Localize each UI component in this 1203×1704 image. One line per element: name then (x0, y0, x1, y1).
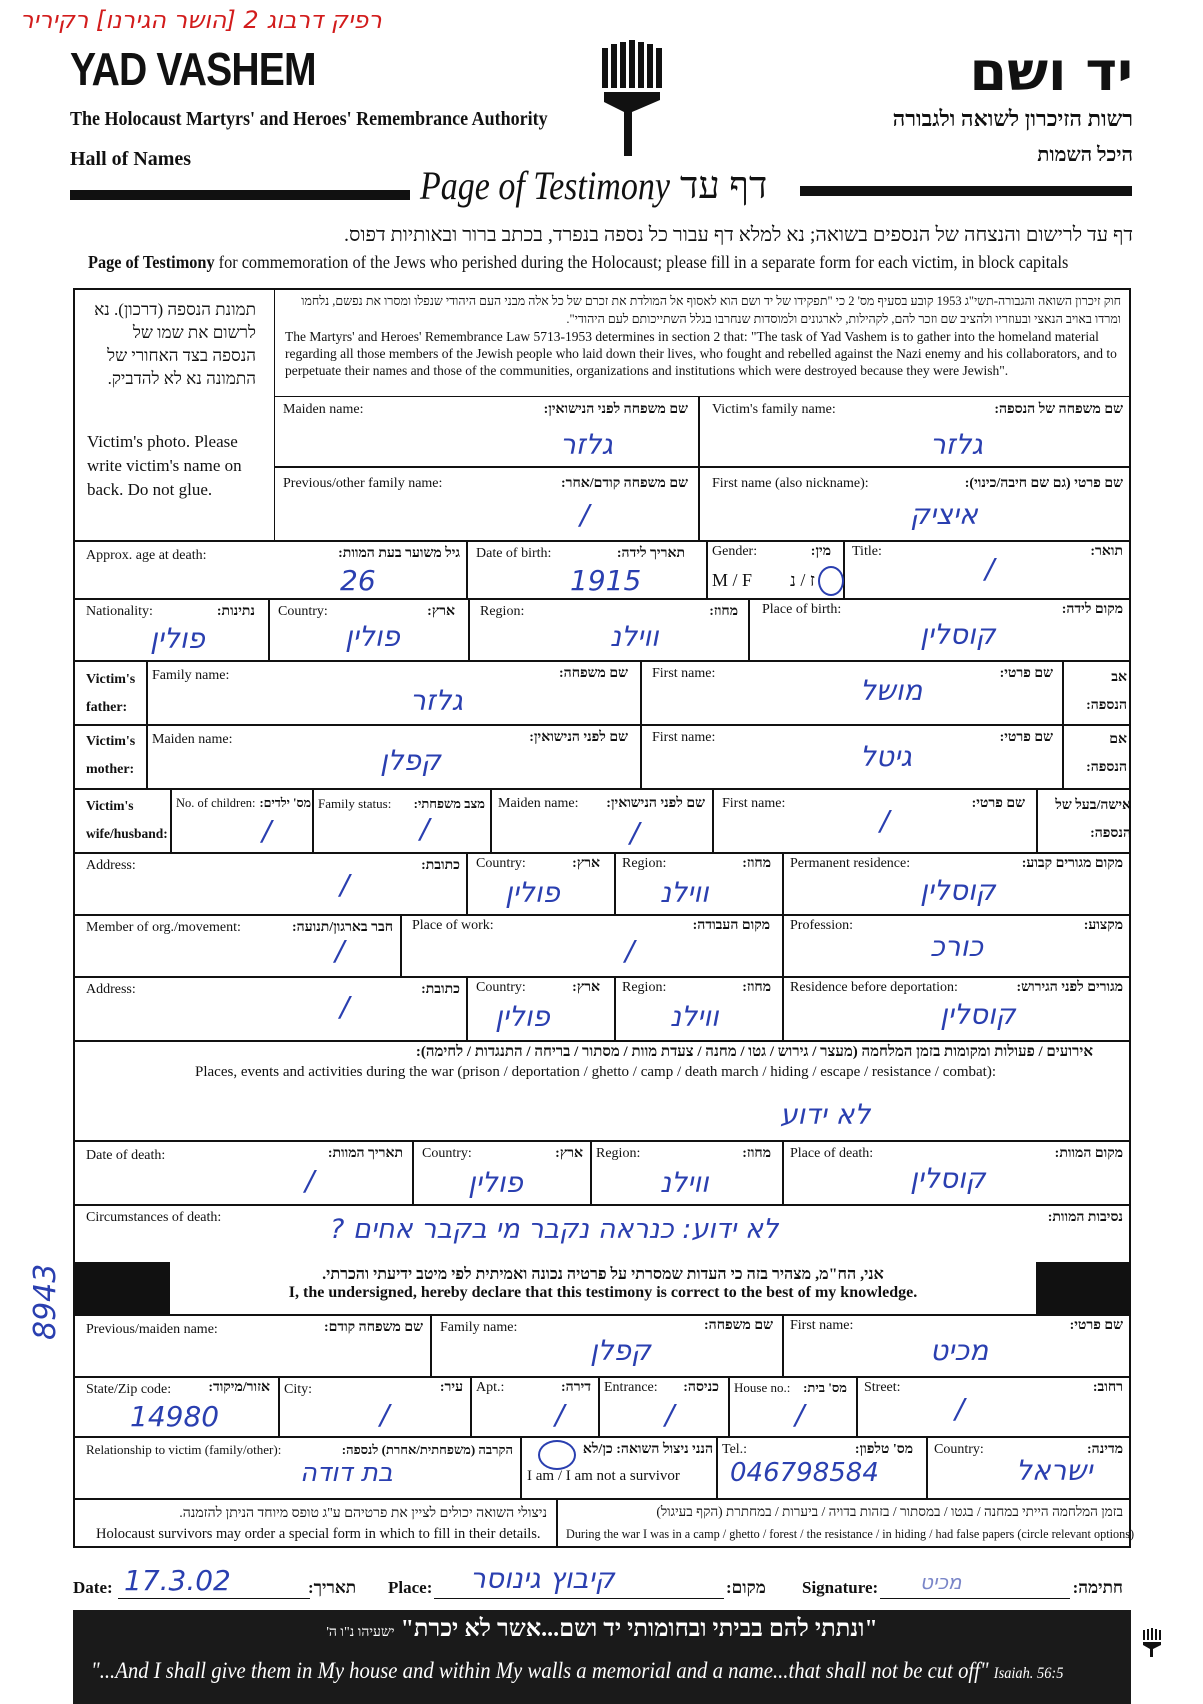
divider (400, 914, 402, 976)
house-no-value[interactable]: / (795, 1398, 805, 1431)
gender-label-he: מין: (810, 544, 831, 559)
intro-en (88, 252, 1068, 273)
divider (466, 540, 468, 598)
res-region-label: Region: (622, 856, 667, 871)
pob-label: Place of birth: (762, 602, 842, 617)
divider (468, 598, 470, 660)
pre-deport-res-label: Residence before deportation: (790, 980, 958, 995)
prev-name-value[interactable]: / (580, 498, 590, 531)
divider (75, 1314, 1131, 1316)
sub-country-label-he: מדינה: (1087, 1442, 1123, 1457)
quote-he-ref: ישעיהו נ"ו ה' (326, 1625, 395, 1640)
title-value[interactable]: / (985, 552, 995, 585)
divider (598, 1376, 600, 1436)
death-region-label-he: מחוז: (742, 1146, 771, 1161)
spouse-first-label-he: שם פרטי: (971, 796, 1025, 811)
dob-value[interactable]: 1915 (570, 564, 642, 597)
divider (1036, 788, 1038, 852)
country-value[interactable]: פולין (345, 620, 400, 653)
divider (75, 914, 1131, 916)
sub-first-label: First name: (790, 1318, 854, 1333)
perm-res-value[interactable]: קוסלין (920, 874, 996, 907)
family-status-label: Family status: (318, 796, 392, 811)
member-label-he: חבר בארגון/תנועה: (292, 920, 393, 935)
res-country-label: Country: (476, 856, 526, 871)
zip-value[interactable]: 14980 (130, 1400, 220, 1433)
deport-region-value[interactable]: ווילנ (670, 1000, 719, 1033)
res-region-value[interactable]: ווילנ (660, 876, 709, 909)
family-status-value[interactable]: / (420, 812, 430, 845)
notes-right-en[interactable]: During the war I was in a camp / ghetto / forest / the resistance / in hiding / had false papers (circle relevant options) (566, 1526, 1135, 1541)
zip-label-he: אזור/מיקוד: (208, 1380, 270, 1395)
spouse-row-label-he: אישה/בעל של הנספה: (1055, 798, 1131, 841)
deport-address-label-he: כתובת: (421, 982, 460, 997)
mother-row-label: Victim's mother: (86, 734, 136, 777)
deport-country-label-he: ארץ: (572, 980, 600, 995)
quote-banner (73, 1610, 1131, 1704)
spouse-first-value[interactable]: / (880, 804, 890, 837)
children-value[interactable]: / (262, 814, 272, 847)
entrance-label: Entrance: (604, 1380, 658, 1395)
divider (712, 788, 714, 852)
address-value[interactable]: / (340, 868, 350, 901)
family-name-value[interactable]: גלזר (930, 428, 983, 461)
sub-first-label-he: שם פרטי: (1069, 1318, 1123, 1333)
divider (75, 598, 1131, 600)
father-row-label: Victim's father: (86, 672, 136, 715)
perm-res-label: Permanent residence: (790, 856, 911, 871)
sub-family-value[interactable]: קפלן (590, 1334, 651, 1367)
divider (748, 598, 750, 660)
death-place-value[interactable]: קוסלין (910, 1162, 986, 1195)
photo-box-en: Victim's photo. Please write victim's name on back. Do not glue. (87, 432, 242, 499)
divider (470, 1376, 472, 1436)
divider (278, 1376, 280, 1436)
street-label: Street: (864, 1380, 901, 1395)
divider (1062, 724, 1064, 788)
pob-value[interactable]: קוסלין (920, 618, 996, 651)
divider (614, 852, 616, 914)
divider (556, 1498, 558, 1548)
profession-label: Profession: (790, 918, 853, 933)
page-title-he: דף עד (680, 165, 768, 207)
spouse-row-label: Victim's wife/husband: (86, 798, 168, 841)
father-row-label-he: אב הנספה: (1086, 670, 1127, 713)
divider (75, 1376, 1131, 1378)
divider (75, 852, 1131, 854)
title-label: Title: (852, 544, 882, 559)
death-date-label-he: תאריך המוות: (327, 1146, 403, 1161)
res-region-label-he: מחוז: (742, 856, 771, 871)
profession-value[interactable]: כורכ (930, 930, 984, 963)
country-label: Country: (278, 604, 328, 619)
deport-region-label-he: מחוז: (742, 980, 771, 995)
mother-row-label-he: אם הנספה: (1086, 732, 1127, 775)
tel-label-he: מס' טלפון: (854, 1442, 913, 1457)
sub-prev-label-he: שם משפחה קודם: (323, 1320, 423, 1335)
divider (268, 598, 270, 660)
death-date-label: Date of death: (86, 1148, 166, 1163)
apt-value[interactable]: / (555, 1398, 565, 1431)
deport-address-value[interactable]: / (340, 990, 350, 1023)
father-first-label-he: שם פרטי: (999, 666, 1053, 681)
quote-he (73, 1616, 1131, 1643)
deport-country-value[interactable]: פולין (495, 1000, 550, 1033)
signature-label-he: חתימה: (1072, 1578, 1123, 1597)
age-value[interactable]: 26 (340, 564, 376, 597)
entrance-label-he: כניסה: (683, 1380, 719, 1395)
notes-left-en: Holocaust survivors may order a special form in which to fill in their details. (96, 1526, 541, 1542)
divider (75, 1204, 1131, 1206)
spouse-maiden-label-he: שם לפני הנישואין: (606, 796, 705, 811)
circumstances-label: Circumstances of death: (86, 1210, 222, 1225)
circumstances-label-he: נסיבות המוות: (1047, 1210, 1123, 1225)
first-name-label: First name (also nickname): (712, 476, 869, 491)
perm-res-label-he: מקום מגורים קבוע: (1021, 856, 1123, 871)
divider (412, 1140, 414, 1204)
age-label: Approx. age at death: (86, 548, 207, 563)
divider (782, 976, 784, 1040)
children-label-he: מס' ילדים: (259, 796, 311, 810)
member-label: Member of org./movement: (86, 920, 241, 935)
street-label-he: רחוב: (1092, 1380, 1123, 1395)
deport-address-label: Address: (86, 982, 136, 997)
death-place-label-he: מקום המוות: (1054, 1146, 1123, 1161)
divider (466, 976, 468, 1040)
law-text (285, 292, 1121, 396)
divider (312, 788, 314, 852)
notes-right-he[interactable]: בזמן המלחמה הייתי במחנה / בגטו / במסתור / בזהות בדויה / ביערות / במחתרת (הקף בעיגול) (656, 1504, 1123, 1519)
divider (75, 976, 1131, 978)
nationality-label: Nationality: (86, 604, 153, 619)
death-date-value[interactable]: / (305, 1164, 315, 1197)
page-title-en: Page of Testimony (420, 163, 670, 208)
divider (716, 1436, 718, 1498)
title-label-he: תואר: (1090, 544, 1123, 559)
divider (275, 466, 1131, 468)
maiden-name-value[interactable]: גלזר (560, 428, 613, 461)
yad-vashem-logo-icon (598, 40, 668, 160)
dob-label: Date of birth: (476, 546, 552, 561)
place-value[interactable]: קיבוץ גינוסר (470, 1562, 615, 1595)
org-name-en: YAD VASHEM (70, 43, 316, 95)
divider (75, 724, 1131, 726)
quote-he-text: "ונתתי להם בביתי ובחומותי יד ושם...אשר לא יכרת" (400, 1616, 878, 1642)
org-subtitle-he: רשות הזיכרון לשואה ולגבורה (892, 106, 1133, 131)
death-region-value[interactable]: ווילנ (660, 1166, 709, 1199)
divider (146, 724, 148, 788)
father-family-label: Family name: (152, 668, 230, 683)
intro-en-bold: Page of Testimony (88, 252, 215, 272)
spouse-maiden-label: Maiden name: (498, 796, 579, 811)
prev-name-label: Previous/other family name: (283, 476, 443, 491)
divider (782, 1314, 784, 1376)
declaration-he: אני, הח"מ, מצהיר בזה כי העדות שמסרתי על פרטיה נכונה ואמיתית לפי מיטב ידיעתי והכרתי. (322, 1266, 884, 1283)
family-name-label: Victim's family name: (712, 402, 836, 417)
profession-label-he: מקצוע: (1083, 918, 1123, 933)
sub-family-label-he: שם משפחה: (704, 1318, 773, 1333)
quote-en-text: "...And I shall give them in My house and within My walls a memorial and a name...that shall not be cut off" (91, 1658, 989, 1683)
divider (782, 1140, 784, 1204)
first-name-label-he: שם פרטי (גם שם חיבה/כינוי): (964, 476, 1123, 491)
signature-label: Signature: (802, 1578, 879, 1597)
spouse-first-label: First name: (722, 796, 786, 811)
city-value[interactable]: / (380, 1398, 390, 1431)
circumstances-value[interactable]: לא ידוע: כנראה נקבר מי בקבר אחים ? (330, 1214, 779, 1245)
divider (466, 852, 468, 914)
divider (520, 1436, 522, 1498)
mother-first-label-he: שם פרטי: (999, 730, 1053, 745)
mother-first-value[interactable]: גיטל (860, 740, 912, 773)
survivor-en[interactable]: I am / I am not a survivor (527, 1468, 680, 1484)
sub-first-value[interactable]: מכיט (930, 1334, 989, 1367)
pre-deport-res-label-he: מגורים לפני הגירוש: (1016, 980, 1123, 995)
house-no-label: House no.: (734, 1380, 791, 1395)
divider (75, 1498, 1131, 1500)
quote-en (91, 1658, 1063, 1684)
war-label-en: Places, events and activities during the war (prison / deportation / ghetto / camp / death march / hiding / escape / resistance / combat): (195, 1064, 997, 1080)
relationship-label: Relationship to victim (family/other): (86, 1442, 282, 1457)
survivor-selected-circle (538, 1440, 576, 1470)
father-family-value[interactable]: גלזר (410, 684, 463, 717)
prev-name-label-he: שם משפחה קודם/אחר: (560, 476, 688, 491)
house-no-label-he: מס' בית: (803, 1380, 847, 1395)
nationality-label-he: נתינות: (216, 604, 255, 619)
place-label: Place: (388, 1578, 433, 1597)
divider (590, 1140, 592, 1204)
family-status-label-he: מצב משפחתי: (413, 796, 485, 811)
maiden-name-label-he: שם משפחה לפני הנישואין: (543, 402, 688, 417)
divider (75, 540, 1131, 542)
dob-label-he: תאריך לידה: (616, 546, 685, 561)
law-text-he: חוק זיכרון השואה והגבורה-תשי"ג 1953 קובע בסעיף מס' 2 כי "תפקידו של יד ושם הוא לאסוף אל המולדת את זכרם של כל אלה מבני העם היהודי שנפלו ומסרו את נפשם, נלחמו ומרדו באויב הנאצי ובעוזריו ולהציב שם וזכר להם, לקהילות, לארגונים ולמוסדות שנחרבו בגלל השתייכותם לעם היהודי". (301, 294, 1121, 326)
photo-box-he: תמונת הנספה (דרכון). נא לרשום את שמו של הנספה בצד האחורי של התמונה נא לא להדביק. (94, 300, 256, 388)
signature-value[interactable]: מכיט (920, 1570, 962, 1594)
place-line (434, 1598, 724, 1599)
apt-label-he: דירה: (561, 1380, 591, 1395)
law-text-en: The Martyrs' and Heroes' Remembrance Law 5713-1953 determines in section 2 that: "The task of Yad Vashem is to gather into the homeland material regarding all those members of the Jewish people who laid down their lives, who fought and rebelled against the Nazi enemy and his collaborators, and to perpetuate their names and those of the communities, organizations and institutions which were destroyed because they were Jewish". (285, 329, 1117, 378)
country-label-he: ארץ: (427, 604, 455, 619)
divider (926, 1436, 928, 1498)
declaration-en: I, the undersigned, hereby declare that this testimony is correct to the best of my knowledge. (288, 1284, 918, 1301)
divider (698, 396, 700, 540)
mother-maiden-label-he: שם לפני הנישואין: (529, 730, 628, 745)
tel-label: Tel.: (722, 1442, 748, 1457)
family-name-label-he: שם משפחה של הנספה: (994, 402, 1123, 417)
org-subtitle-en: The Holocaust Martyrs' and Heroes' Remembrance Authority (70, 108, 548, 130)
deport-region-label: Region: (622, 980, 667, 995)
divider (75, 1040, 1131, 1042)
zip-label: State/Zip code: (86, 1382, 172, 1397)
divider (614, 976, 616, 1040)
city-label: City: (284, 1382, 313, 1397)
intro-he: דף עד לרישום והנצחה של הנספים בשואה; נא למלא דף עבור כל נספה בנפרד, בכתב ברור ובאותיות דפוס. (343, 224, 1133, 246)
mother-maiden-label: Maiden name: (152, 732, 233, 747)
date-label-he: תאריך: (308, 1578, 357, 1597)
first-name-value[interactable]: איציק (910, 498, 978, 531)
intro-en-rest: for commemoration of the Jews who perished during the Holocaust; please fill in a separate form for each victim, in block capitals (214, 252, 1069, 272)
mother-maiden-value[interactable]: קפלן (380, 744, 441, 777)
divider (782, 914, 784, 976)
title-rule-left (70, 190, 410, 200)
gender-options[interactable]: M / F (712, 570, 753, 590)
notes-left-he: ניצולי השואה יכולים לציין את פרטיהם ע"ג טופס מיוחד הניתן להזמנה. (179, 1506, 547, 1521)
maiden-name-label: Maiden name: (283, 402, 364, 417)
age-label-he: גיל משוער בעת המוות: (338, 546, 460, 561)
pob-label-he: מקום לידה: (1061, 602, 1123, 617)
sub-prev-label: Previous/maiden name: (86, 1322, 218, 1337)
divider (1062, 660, 1064, 724)
divider (640, 660, 642, 724)
death-region-label: Region: (596, 1146, 641, 1161)
org-name-he: יד ושם (969, 40, 1133, 103)
death-place-label: Place of death: (790, 1146, 874, 1161)
photo-box[interactable] (75, 290, 275, 540)
death-country-label: Country: (422, 1146, 472, 1161)
small-logo-icon (1142, 1628, 1162, 1658)
children-label: No. of children: (176, 796, 256, 810)
sub-family-label: Family name: (440, 1320, 518, 1335)
address-label: Address: (86, 858, 136, 873)
divider (640, 724, 642, 788)
nationality-value[interactable]: פולין (150, 622, 205, 655)
deport-country-label: Country: (476, 980, 526, 995)
place-label-he: מקום: (726, 1578, 766, 1597)
divider (75, 660, 1131, 662)
red-annotation: רפיק דרבוג 2 [הושר הגירנו] רקיריר (20, 6, 382, 34)
gender-selected-circle (818, 566, 844, 596)
spouse-maiden-value[interactable]: / (630, 816, 640, 849)
region-label: Region: (480, 604, 525, 619)
res-country-label-he: ארץ: (572, 856, 600, 871)
divider (782, 852, 784, 914)
res-country-value[interactable]: פולין (505, 876, 560, 909)
date-value[interactable]: 17.3.02 (124, 1564, 231, 1597)
declaration-box (170, 1262, 1036, 1314)
father-family-label-he: שם משפחה: (559, 666, 628, 681)
entrance-value[interactable]: / (665, 1398, 675, 1431)
date-line (118, 1598, 310, 1599)
signature-line (880, 1598, 1070, 1599)
hall-of-names-en: Hall of Names (70, 148, 192, 170)
region-value[interactable]: ווילנ (610, 620, 659, 653)
workplace-value[interactable]: / (625, 934, 635, 967)
father-first-label: First name: (652, 666, 716, 681)
divider (75, 1436, 1131, 1438)
workplace-label: Place of work: (412, 918, 494, 933)
divider (843, 540, 845, 598)
divider (490, 788, 492, 852)
sub-country-label: Country: (934, 1442, 984, 1457)
sub-country-value[interactable]: ישראל (1016, 1454, 1093, 1487)
street-value[interactable]: / (955, 1392, 965, 1425)
divider (706, 540, 708, 598)
gender-label: Gender: (712, 544, 758, 559)
divider (430, 1314, 432, 1376)
mother-first-label: First name: (652, 730, 716, 745)
divider (856, 1376, 858, 1436)
region-label-he: מחוז: (709, 604, 738, 619)
workplace-label-he: מקום העבודה: (692, 918, 770, 933)
hall-of-names-he: היכל השמות (1037, 144, 1133, 166)
member-value[interactable]: / (335, 934, 345, 967)
relationship-value[interactable]: בת דודה (300, 1458, 393, 1488)
submitter-side-number: 8943 (28, 1263, 63, 1340)
war-value[interactable]: לא ידוע (780, 1098, 871, 1131)
father-first-value[interactable]: מושל (860, 674, 923, 707)
relationship-label-he: הקרבה (משפחתית/אחרת) לנספה: (341, 1442, 513, 1457)
divider (75, 1140, 1131, 1142)
death-country-label-he: ארץ: (555, 1146, 583, 1161)
quote-en-ref: Isaiah. 56:5 (993, 1665, 1064, 1682)
divider (170, 788, 172, 852)
tel-value[interactable]: 046798584 (730, 1458, 879, 1488)
apt-label: Apt.: (476, 1380, 505, 1395)
divider (728, 1376, 730, 1436)
war-label-he: אירועים / פעולות ומקומות בזמן המלחמה (מעצר / גירוש / גטו / מחנה / צעדת מוות / מסתור / בריחה / התנגדות / לחימה): (415, 1044, 1093, 1060)
pre-deport-res-value[interactable]: קוסלין (940, 998, 1016, 1031)
gender-options-he[interactable]: ז / נ (790, 570, 815, 590)
death-country-value[interactable]: פולין (468, 1166, 523, 1199)
date-label: Date: (73, 1578, 113, 1597)
address-label-he: כתובת: (421, 858, 460, 873)
divider (146, 660, 148, 724)
title-rule-right (800, 186, 1132, 196)
survivor-he[interactable]: הנני ניצול השואה: כן/לא (582, 1442, 713, 1457)
divider (75, 788, 1131, 790)
city-label-he: עיר: (439, 1380, 463, 1395)
